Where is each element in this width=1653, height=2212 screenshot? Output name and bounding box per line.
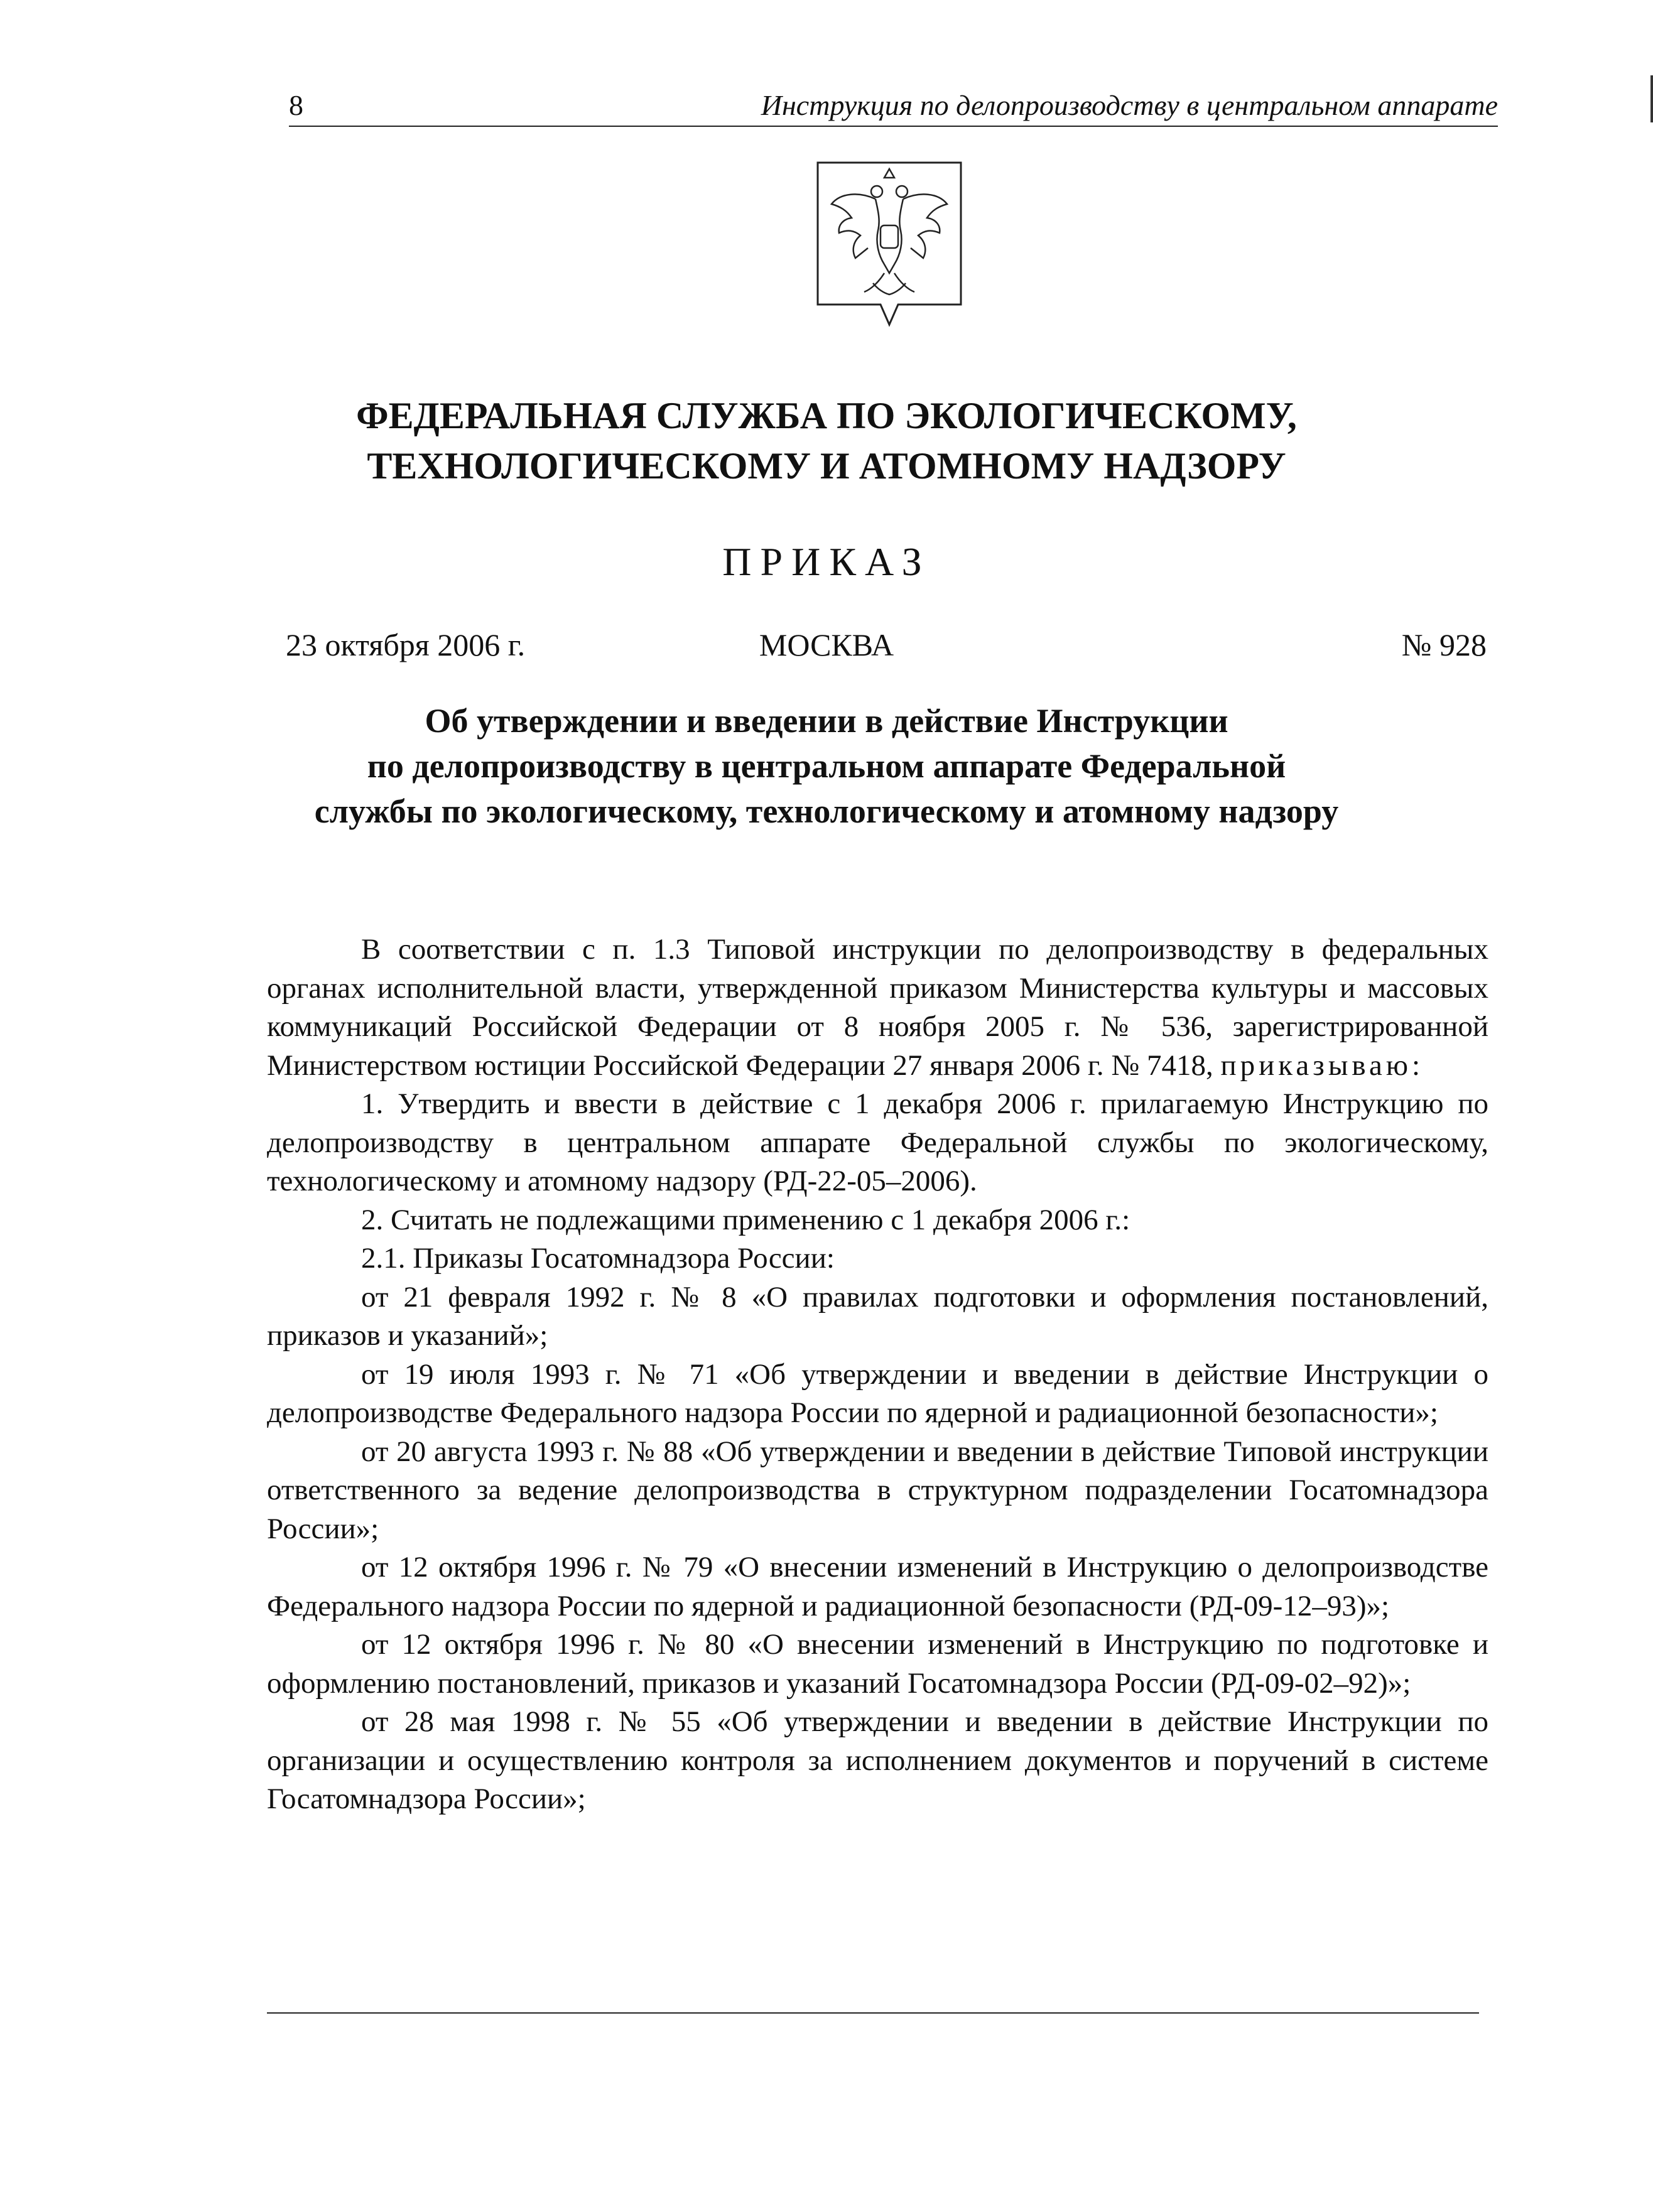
order-subject-line-1: Об утверждении и введении в действие Инструкции xyxy=(425,702,1228,740)
order-subject-line-3: службы по экологическому, технологическому и атомному надзору xyxy=(314,792,1339,830)
running-title: Инструкция по делопроизводству в центральном аппарате xyxy=(761,89,1498,121)
page-edge-mark xyxy=(1650,75,1653,122)
order-subject-line-2: по делопроизводству в центральном аппарате Федеральной xyxy=(367,747,1286,785)
header-rule xyxy=(289,126,1498,127)
order-item-1992: от 21 февраля 1992 г. № 8 «О правилах подготовки и оформления постановлений, приказов и указаний»; xyxy=(267,1280,1488,1352)
footer-rule xyxy=(267,2012,1479,2014)
page-number: 8 xyxy=(289,89,303,121)
order-body xyxy=(267,931,1488,1819)
order-subject xyxy=(0,698,1653,834)
order-item-1993-august: от 20 августа 1993 г. № 88 «Об утверждении и введении в действие Типовой инструкции ответственного за ведение делопроизводства в структурном подразделении Госатомнадзора России»; xyxy=(267,1435,1488,1545)
agency-name xyxy=(0,391,1653,491)
order-title: ПРИКАЗ xyxy=(722,539,931,584)
order-item-1993-july: от 19 июля 1993 г. № 71 «Об утверждении и введении в действие Инструкции о делопроизводстве Федерального надзора России по ядерной и радиационной безопасности»; xyxy=(267,1357,1488,1429)
order-word: приказываю: xyxy=(1220,1049,1424,1082)
order-item-1998: от 28 мая 1998 г. № 55 «Об утверждении и введении в действие Инструкции по организации и осуществлению контроля за исполнением документов и поручений в системе Госатомнадзора России»; xyxy=(267,1705,1488,1815)
order-number: № 928 xyxy=(1401,627,1487,662)
order-item-1996-80: от 12 октября 1996 г. № 80 «О внесении изменений в Инструкцию по подготовке и оформлению постановлений, приказов и указаний Госатомнадзора России (РД-09-02–92)»; xyxy=(267,1628,1488,1700)
paragraph-2: 2. Считать не подлежащими применению с 1 декабря 2006 г.: xyxy=(361,1203,1130,1236)
order-item-1996-79: от 12 октября 1996 г. № 79 «О внесении изменений в Инструкцию о делопроизводстве Федерального надзора России по ядерной и радиационной безопасности (РД-09-12–93)»; xyxy=(267,1551,1488,1622)
order-date: 23 октября 2006 г. xyxy=(286,627,526,662)
agency-name-line-1: ФЕДЕРАЛЬНАЯ СЛУЖБА ПО ЭКОЛОГИЧЕСКОМУ, xyxy=(356,395,1297,436)
paragraph-1: 1. Утвердить и ввести в действие с 1 декабря 2006 г. прилагаемую Инструкцию по делопроизводству в центральном аппарате Федеральной службы по экологическому, технологическому и атомному надзору (РД-22-05–2006). xyxy=(267,1087,1488,1197)
order-city: МОСКВА xyxy=(759,627,894,662)
paragraph-2-1: 2.1. Приказы Госатомнадзора России: xyxy=(361,1242,835,1275)
russian-coat-of-arms-icon xyxy=(815,160,963,331)
intro-paragraph xyxy=(267,931,1488,1085)
agency-name-line-2: ТЕХНОЛОГИЧЕСКОМУ И АТОМНОМУ НАДЗОРУ xyxy=(367,445,1286,487)
intro-text: В соответствии с п. 1.3 Типовой инструкции по делопроизводству в федеральных органах исполнительной власти, утвержденной приказом Министерства культуры и массовых коммуникаций Российской Федерации от 8 ноября 2005 г. № 536, зарегистрированной Министерством юстиции Российской Федерации 27 января 2006 г. № 7418, xyxy=(267,933,1488,1082)
